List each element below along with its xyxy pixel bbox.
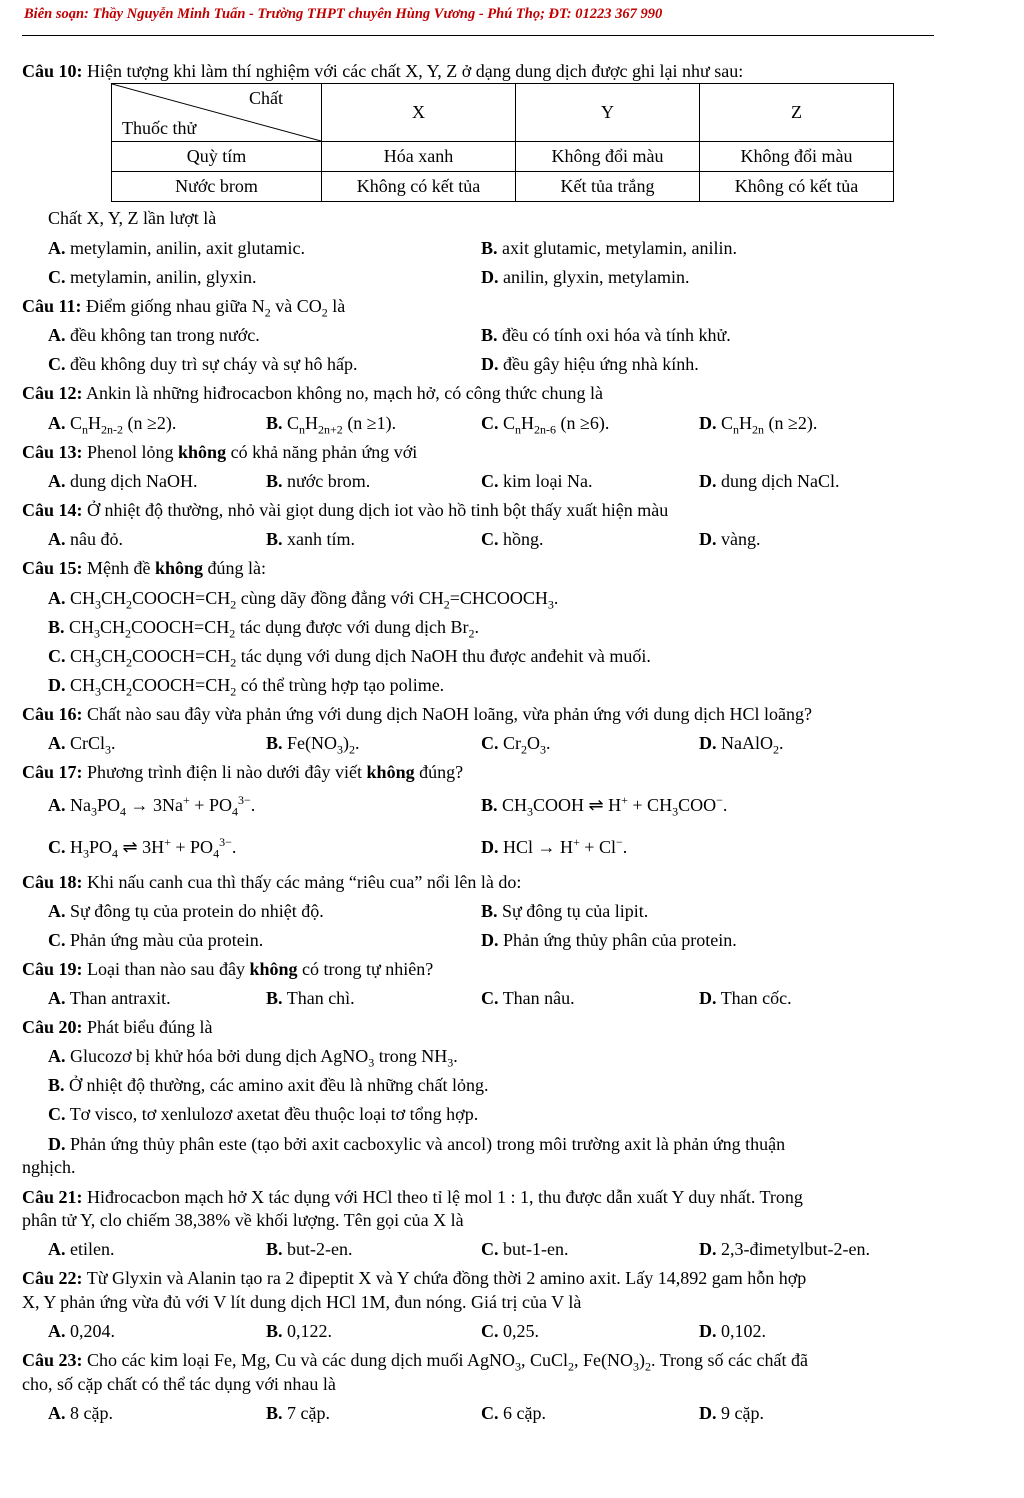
- question-21: Câu 21: Hiđrocacbon mạch hở X tác dụng với HCl theo tỉ lệ mol 1 : 1, thu được dẫn xuất Y duy nhất. Trong: [22, 1187, 803, 1207]
- options-row: A. dung dịch NaOH. B. nước brom. C. kim loại Na. D. dung dịch NaCl.: [48, 471, 840, 491]
- question-16: Câu 16: Chất nào sau đây vừa phản ứng với dung dịch NaOH loãng, vừa phản ứng với dung dịch HCl loãng?: [22, 704, 812, 724]
- table-header-y: Y: [515, 84, 699, 142]
- options-row: A. metylamin, anilin, axit glutamic. B. axit glutamic, metylamin, anilin.: [48, 238, 737, 258]
- question-21-cont: phân tử Y, clo chiếm 38,38% về khối lượng. Tên gọi của X là: [22, 1210, 464, 1230]
- option-a: A. $CH_3CH_2COOCH=CH_2$ cùng dãy đồng đẳng với $CH_2=CHCOOCH_3$.: [48, 588, 559, 612]
- options-row: C. metylamin, anilin, glyxin. D. anilin, glyxin, metylamin.: [48, 267, 690, 287]
- option-b: B. Ở nhiệt độ thường, các amino axit đều là những chất lỏng.: [48, 1075, 489, 1095]
- question-14: Câu 14: Ở nhiệt độ thường, nhỏ vài giọt dung dịch iot vào hồ tinh bột thấy xuất hiện màu: [22, 500, 669, 520]
- question-10: Câu 10: Hiện tượng khi làm thí nghiệm với các chất X, Y, Z ở dạng dung dịch được ghi lại như sau:: [22, 61, 744, 81]
- options-row: C. đều không duy trì sự cháy và sự hô hấp. D. đều gây hiệu ứng nhà kính.: [48, 354, 699, 374]
- question-20: Câu 20: Phát biểu đúng là: [22, 1017, 213, 1037]
- option-d: D. $CH_3CH_2COOCH=CH_2$ có thể trùng hợp tạo polime.: [48, 675, 445, 699]
- option-d-cont: nghịch.: [22, 1157, 76, 1177]
- header-rule: [22, 35, 934, 36]
- table-row: Nước brom Không có kết tủa Kết tủa trắng Không có kết tủa: [112, 172, 894, 202]
- options-row: A. 0,204. B. 0,122. C. 0,25. D. 0,102.: [48, 1321, 766, 1341]
- question-19: Câu 19: Loại than nào sau đây không có trong tự nhiên?: [22, 959, 434, 979]
- table-row: Quỳ tím Hóa xanh Không đổi màu Không đổi màu: [112, 142, 894, 172]
- options-row: C. Phản ứng màu của protein. D. Phản ứng thủy phân của protein.: [48, 930, 737, 950]
- option-c: C. Tơ visco, tơ xenlulozơ axetat đều thuộc loại tơ tổng hợp.: [48, 1104, 479, 1124]
- question-10-stem: Chất X, Y, Z lần lượt là: [48, 208, 217, 228]
- option-a: A. Glucozơ bị khử hóa bởi dung dịch AgNO$_3$ trong $NH_3$.: [48, 1046, 458, 1070]
- table-header-x: X: [322, 84, 516, 142]
- options-row: A. nâu đỏ. B. xanh tím. C. hồng. D. vàng.: [48, 529, 761, 549]
- question-22-cont: X, Y phản ứng vừa đủ với V lít dung dịch HCl 1M, đun nóng. Giá trị của V là: [22, 1292, 582, 1312]
- question-13: Câu 13: Phenol lỏng không có khả năng phản ứng với: [22, 442, 418, 462]
- question-15: Câu 15: Mệnh đề không đúng là:: [22, 558, 267, 578]
- option-d: D. Phản ứng thủy phân este (tạo bởi axit cacboxylic và ancol) trong môi trường axit là phản ứng thuận: [48, 1134, 786, 1154]
- page-header: Biên soạn: Thầy Nguyễn Minh Tuấn - Trường THPT chuyên Hùng Vương - Phú Thọ; ĐT: 01223 367 990: [24, 6, 663, 22]
- question-12: Câu 12: Ankin là những hiđrocacbon không no, mạch hở, có công thức chung là: [22, 383, 603, 403]
- reaction-table: [111, 83, 894, 202]
- options-row: A. $Na_3PO_4 \to 3Na^+ + PO_4^{3-}$. B. $CH_3COOH$ ⇌ $H^+ + CH_3COO^-$.: [48, 793, 728, 819]
- question-23: Câu 23: Cho các kim loại Fe, Mg, Cu và các dung dịch muối AgNO$_3$, CuCl$_2$, $Fe(NO_3)_2$. Trong số các chất đã: [22, 1350, 808, 1374]
- option-b: B. $CH_3CH_2COOCH=CH_2$ tác dụng được với dung dịch $Br_2$.: [48, 617, 479, 641]
- question-18: Câu 18: Khi nấu canh cua thì thấy các mảng “riêu cua” nổi lên là do:: [22, 872, 522, 892]
- options-row: A. 8 cặp. B. 7 cặp. C. 6 cặp. D. 9 cặp.: [48, 1403, 764, 1423]
- options-row: A. $C_nH_{2n-2}$ (n ≥2). B. $C_nH_{2n+2}$ (n ≥1). C. $C_nH_{2n-6}$ (n ≥6). D. $C_nH_{2n}$ (n ≥2).: [48, 413, 818, 437]
- table-corner: Chất Thuốc thử: [112, 84, 322, 142]
- question-22: Câu 22: Từ Glyxin và Alanin tạo ra 2 đipeptit X và Y chứa đồng thời 2 amino axit. Lấy 14,892 gam hỗn hợp: [22, 1268, 807, 1288]
- options-row: A. etilen. B. but-2-en. C. but-1-en. D. 2,3-đimetylbut-2-en.: [48, 1239, 870, 1259]
- options-row: A. Than antraxit. B. Than chì. C. Than nâu. D. Than cốc.: [48, 988, 792, 1008]
- options-row: A. đều không tan trong nước. B. đều có tính oxi hóa và tính khử.: [48, 325, 731, 345]
- options-row: A. CrCl$_3$. B. $Fe(NO_3)_2$. C. $Cr_2O_3$. D. NaAlO$_2$.: [48, 733, 784, 757]
- option-c: C. $CH_3CH_2COOCH=CH_2$ tác dụng với dung dịch NaOH thu được anđehit và muối.: [48, 646, 651, 670]
- options-row: C. $H_3PO_4$ ⇌ $3H^+ + PO_4^{3-}$. D. HCl → H+ + Cl−.: [48, 835, 628, 861]
- options-row: A. Sự đông tụ của protein do nhiệt độ. B. Sự đông tụ của lipit.: [48, 901, 649, 921]
- question-11: Câu 11: Điểm giống nhau giữa $N_2$ và $CO_2$ là: [22, 296, 346, 320]
- question-17: Câu 17: Phương trình điện li nào dưới đây viết không đúng?: [22, 762, 464, 782]
- question-23-cont: cho, số cặp chất có thể tác dụng với nhau là: [22, 1374, 336, 1394]
- table-header-z: Z: [700, 84, 894, 142]
